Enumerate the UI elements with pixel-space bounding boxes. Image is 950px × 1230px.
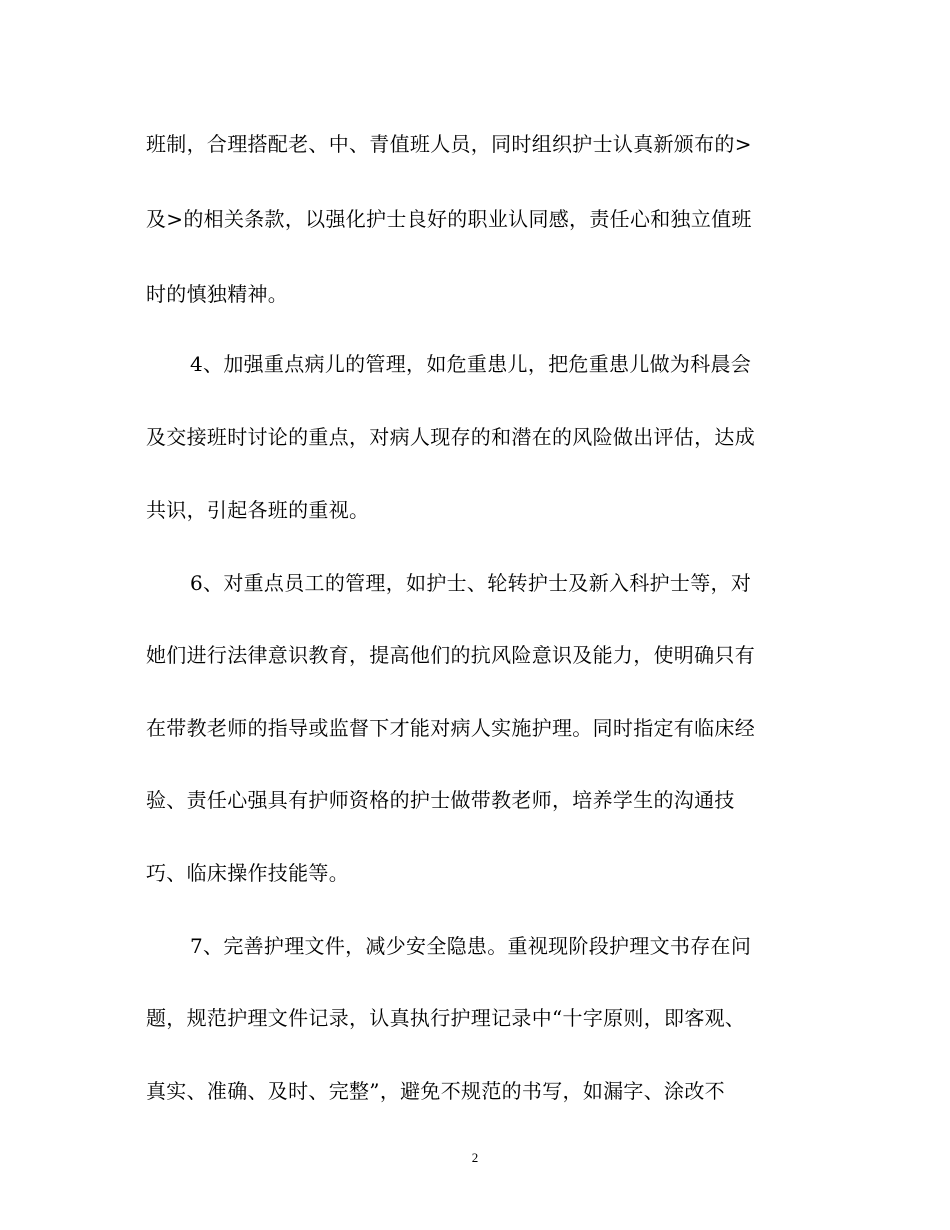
text-line: 时的慎独精神。 bbox=[146, 282, 289, 306]
text-line: 她们进行法律意识教育，提高他们的抗风险意识及能力，使明确只有 bbox=[146, 643, 755, 667]
text-line: 巧、临床操作技能等。 bbox=[146, 861, 349, 885]
text-line: 真实、准确、及时、完整”，避免不规范的书写，如漏字、涂改不 bbox=[146, 1079, 725, 1103]
text-line: 共识，引起各班的重视。 bbox=[146, 498, 370, 522]
page-number: 2 bbox=[471, 1150, 479, 1165]
text-line: 班制，合理搭配老、中、青值班人员，同时组织护士认真新颁布的> bbox=[146, 132, 752, 156]
text-line: 6、对重点员工的管理，如护士、轮转护士及新入科护士等，对 bbox=[190, 571, 752, 595]
text-line: 在带教老师的指导或监督下才能对病人实施护理。同时指定有临床经 bbox=[146, 716, 755, 740]
text-line: 验、责任心强具有护师资格的护士做带教老师，培养学生的沟通技 bbox=[146, 788, 735, 812]
text-line: 4、加强重点病儿的管理，如危重患儿，把危重患儿做为科晨会 bbox=[190, 352, 752, 376]
text-line: 7、完善护理文件，减少安全隐患。重视现阶段护理文书存在问 bbox=[190, 934, 752, 958]
text-line: 题，规范护理文件记录，认真执行护理记录中“十字原则，即客观、 bbox=[146, 1006, 746, 1030]
text-line: 及交接班时讨论的重点，对病人现存的和潜在的风险做出评估，达成 bbox=[146, 425, 755, 449]
text-line: 及>的相关条款，以强化护士良好的职业认同感，责任心和独立值班 bbox=[146, 207, 752, 231]
